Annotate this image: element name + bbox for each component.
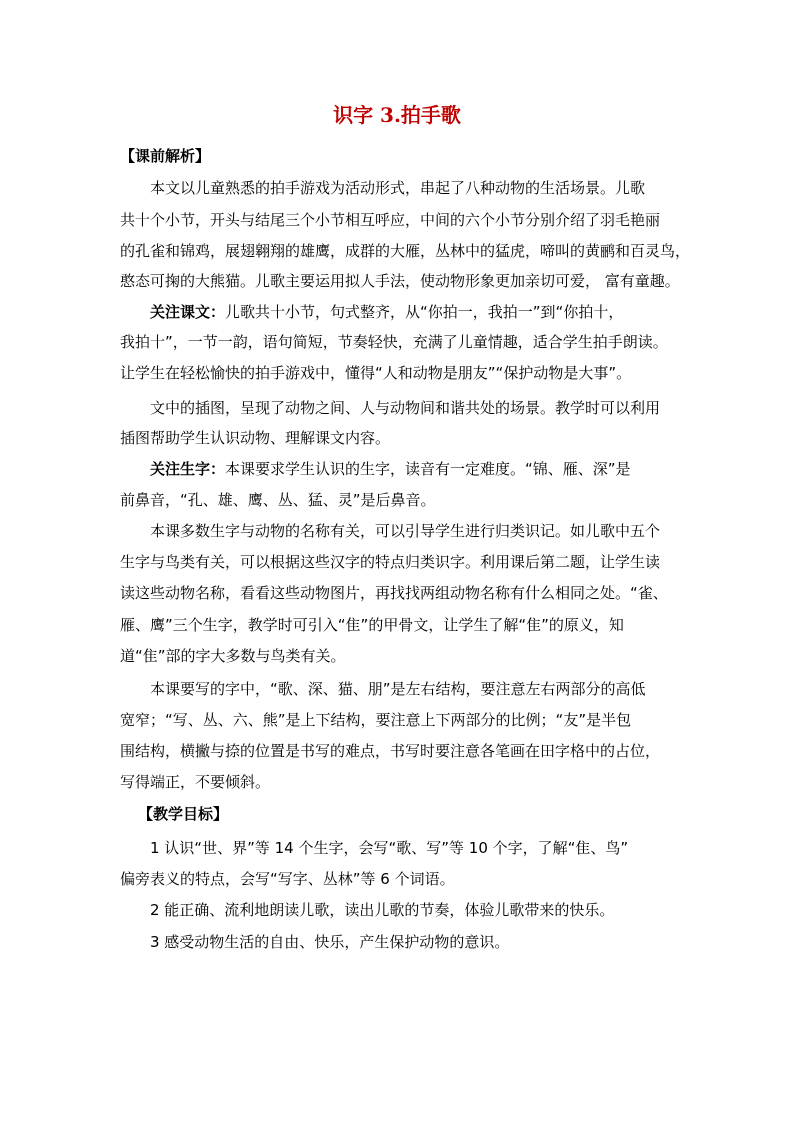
paragraph-text: 本课要求学生认识的生字，读音有一定难度。“锦、雁、深”是 xyxy=(225,460,631,478)
paragraph-line xyxy=(150,459,631,479)
goal-line: 2 能正确、流利地朗读儿歌，读出儿歌的节奏，体验儿歌带来的快乐。 xyxy=(150,901,615,919)
paragraph-line: 本文以儿童熟悉的拍手游戏为活动形式，串起了八种动物的生活场景。儿歌 xyxy=(150,179,646,197)
paragraph-line: 围结构，横撇与捺的位置是书写的难点，书写时要注意各笔画在田字格中的占位， xyxy=(120,742,661,760)
goal-line: 3 感受动物生活的自由、快乐，产生保护动物的意识。 xyxy=(150,933,510,951)
paragraph-line: 读这些动物名称，看看这些动物图片，再找找两组动物名称有什么相同之处。“雀、 xyxy=(120,584,668,602)
paragraph-line: 宽窄；“写、丛、六、熊”是上下结构，要注意上下两部分的比例；“友”是半包 xyxy=(120,711,632,729)
paragraph-line: 憨态可掬的大熊猫。儿歌主要运用拟人手法，使动物形象更加亲切可爱， 富有童趣。 xyxy=(120,272,680,290)
goal-line: 1 认识“世、界”等 14 个生字，会写“歌、写”等 10 个字，了解“隹、鸟” xyxy=(150,839,629,857)
page-title: 识字 3.拍手歌 xyxy=(333,103,461,127)
paragraph-line: 本课要写的字中，“歌、深、猫、朋”是左右结构，要注意左右两部分的高低 xyxy=(150,680,646,698)
paragraph-line: 写得端正，不要倾斜。 xyxy=(120,773,271,791)
paragraph-line: 插图帮助学生认识动物、理解课文内容。 xyxy=(120,429,391,447)
paragraph-line: 本课多数生字与动物的名称有关，可以引导学生进行归类识记。如儿歌中五个 xyxy=(150,522,661,540)
paragraph-line: 的孔雀和锦鸡，展翅翱翔的雄鹰，成群的大雁，丛林中的猛虎，啼叫的黄鹂和百灵鸟， xyxy=(120,242,691,260)
lead-label: 关注生字： xyxy=(150,460,226,478)
paragraph-line xyxy=(150,302,623,322)
paragraph-line: 雁、鹰”三个生字，教学时可引入“隹”的甲骨文，让学生了解“隹”的原义，知 xyxy=(120,616,624,634)
paragraph-line: 让学生在轻松愉快的拍手游戏中，懂得“人和动物是朋友”“保护动物是大事”。 xyxy=(120,364,632,382)
paragraph-line: 生字与鸟类有关，可以根据这些汉字的特点归类识字。利用课后第二题，让学生读 xyxy=(120,553,661,571)
paragraph-text: 儿歌共十小节，句式整齐，从“你拍一，我拍一”到“你拍十， xyxy=(225,303,624,321)
paragraph-line: 文中的插图，呈现了动物之间、人与动物间和谐共处的场景。教学时可以利用 xyxy=(150,399,661,417)
section-heading-goals: 【教学目标】 xyxy=(138,805,229,823)
paragraph-line: 共十个小节，开头与结尾三个小节相互呼应，中间的六个小节分别介绍了羽毛艳丽 xyxy=(120,211,661,229)
goal-line: 偏旁表义的特点，会写“写字、丛林”等 6 个词语。 xyxy=(120,870,455,888)
paragraph-line: 前鼻音，“孔、雄、鹰、丛、猛、灵”是后鼻音。 xyxy=(120,491,436,509)
paragraph-line: 我拍十”，一节一韵，语句简短，节奏轻快，充满了儿童情趣，适合学生拍手朗读。 xyxy=(120,333,668,351)
paragraph-line: 道“隹”部的字大多数与鸟类有关。 xyxy=(120,647,346,665)
lead-label: 关注课文： xyxy=(150,303,226,321)
section-heading-analysis: 【课前解析】 xyxy=(120,147,211,165)
